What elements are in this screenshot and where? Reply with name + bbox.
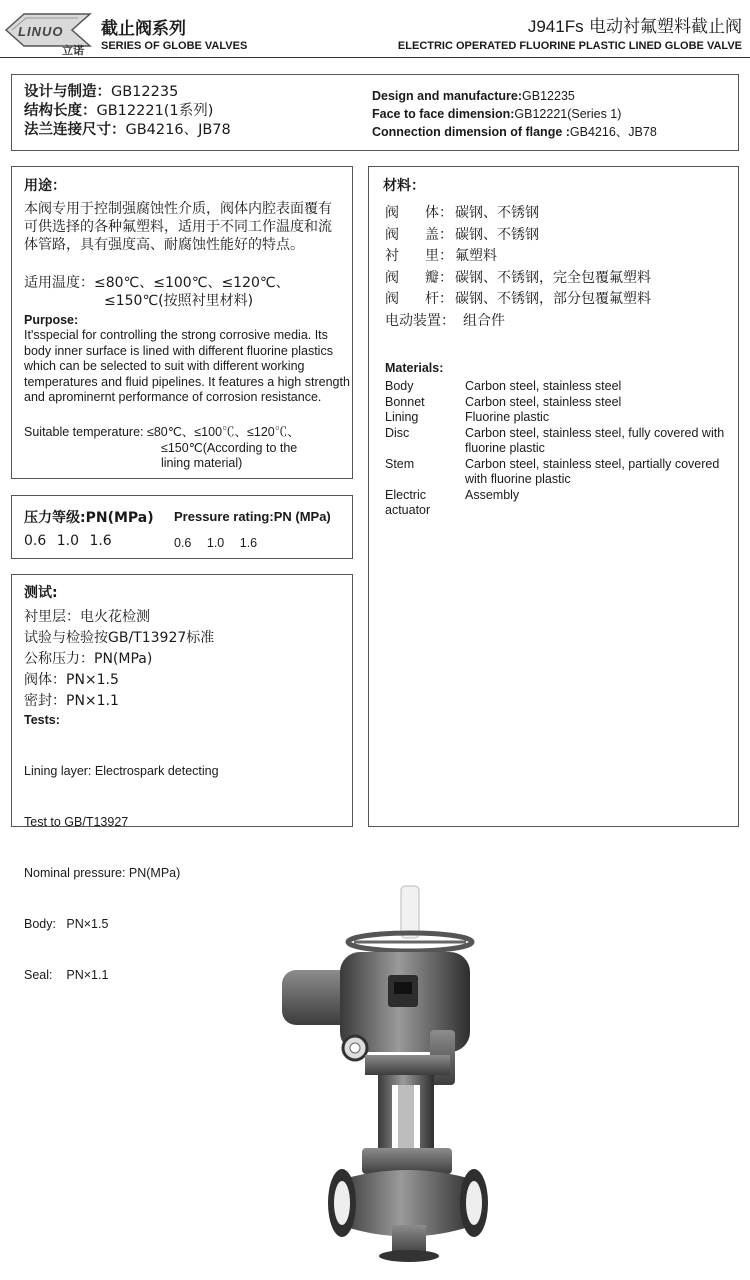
purpose-text-en: It'sspecial for controlling the strong corrosive media. Its body inner surface is lined with different fluorine plastics which can be selected to suit with different working temperatures and fluid pipelines. It features a high strength and aprominernt performance of corrosion resistance. [24, 328, 350, 404]
standards-en [372, 87, 657, 141]
material-row-cn: 电动装置： 组合件 [385, 312, 505, 329]
standard-row-cn: 法兰连接尺寸：GB4216、JB78 [24, 122, 231, 138]
temp-values-en: ≤80℃、≤100℃、≤120℃、 [147, 425, 300, 439]
model-title-cn: 电动衬氟塑料截止阀 [589, 17, 742, 37]
standard-row-cn: 设计与制造：GB12235 [24, 84, 179, 100]
test-line-cn: 试验与检验按GB/T13927标准 [24, 630, 215, 646]
pressure-box [11, 495, 353, 559]
materials-list-en [385, 379, 730, 519]
temp-values-en-3: lining material) [161, 456, 243, 470]
standard-row-cn: 结构长度：GB12221(1系列) [24, 103, 214, 119]
tests-title-en: Tests: [24, 713, 60, 727]
company-logo [4, 8, 96, 57]
standards-cn [24, 83, 231, 140]
model-title [528, 12, 742, 37]
logo-sub-text: 立诺 [62, 44, 84, 57]
material-row-cn: 阀 杆： 碳钢、不锈钢，部分包覆氟塑料 [385, 291, 651, 307]
material-row-en: Bonnet Carbon steel, stainless steel [385, 394, 622, 409]
purpose-title-cn: 用途： [24, 178, 66, 194]
purpose-title-en: Purpose: [24, 313, 79, 327]
material-row-en: Lining Fluorine plastic [385, 410, 550, 424]
purpose-temp-cn [24, 274, 290, 310]
standard-row-en: Face to face dimension:GB12221(Series 1) [372, 107, 622, 121]
header-divider [0, 57, 750, 58]
tests-title-cn: 测试: [24, 585, 58, 601]
material-row-cn: 阀 瓣： 碳钢、不锈钢，完全包覆氟塑料 [385, 269, 651, 286]
material-row-en: Disc Carbon steel, stainless steel, fully covered with fluorine plastic [385, 425, 725, 455]
standard-row-en: Connection dimension of flange :GB4216、JB78 [372, 125, 657, 139]
tests-list-en [24, 729, 219, 1018]
material-row-cn: 衬 里： 氟塑料 [385, 248, 497, 264]
temp-values-cn-2: ≤150℃(按照衬里材料) [104, 293, 254, 309]
series-title-en: SERIES OF GLOBE VALVES [101, 40, 248, 52]
test-line-en: Test to GB/T13927 [24, 815, 129, 829]
test-line-en: Lining layer: Electrospark detecting [24, 764, 219, 778]
materials-list-cn [385, 203, 730, 332]
temp-label-cn: 适用温度： [24, 275, 94, 291]
pressure-title-cn: 压力等级:PN(MPa) [24, 510, 154, 526]
purpose-box [11, 166, 353, 479]
temp-values-en-2: ≤150℃(According to the [161, 440, 298, 455]
test-line-en: Nominal pressure: PN(MPa) [24, 866, 181, 880]
tests-list-cn [24, 607, 214, 712]
test-line-cn: 阀体：PN×1.5 [24, 672, 119, 688]
test-line-en: Body: PN×1.5 [24, 917, 109, 931]
series-title-cn: 截止阀系列 [101, 19, 186, 39]
valve-product-image [270, 880, 500, 1275]
pressure-values-cn: 0.6 1.0 1.6 [24, 533, 112, 549]
test-line-en: Seal: PN×1.1 [24, 968, 109, 982]
material-row-cn: 阀 盖： 碳钢、不锈钢 [385, 226, 539, 243]
material-row-en: Electric actuator Assembly [385, 487, 520, 517]
materials-box [368, 166, 739, 827]
tests-box [11, 574, 353, 982]
material-row-en: Stem Carbon steel, stainless steel, partially covered with fluorine plastic [385, 456, 720, 486]
purpose-text-cn: 本阀专用于控制强腐蚀性介质，阀体内腔表面覆有可供选择的各种氟塑料，适用于不同工作温度和流体管路，具有强度高、耐腐蚀性能好的特点。 [24, 201, 332, 253]
materials-title-en: Materials: [385, 361, 444, 375]
material-row-en: Body Carbon steel, stainless steel [385, 379, 622, 393]
material-row-cn: 阀 体： 碳钢、不锈钢 [385, 205, 539, 221]
materials-title-cn: 材料： [383, 178, 425, 194]
test-line-cn: 公称压力：PN(MPa) [24, 651, 153, 667]
pressure-values-en: 0.6 1.0 1.6 [174, 536, 258, 550]
temp-label-en: Suitable temperature: [24, 425, 144, 439]
temp-values-cn: ≤80℃、≤100℃、≤120℃、 [94, 275, 290, 291]
purpose-temp-en [24, 425, 300, 472]
model-code: J941Fs [527, 17, 584, 36]
test-line-cn: 密封：PN×1.1 [24, 693, 119, 709]
standards-box [11, 74, 739, 151]
model-title-en: ELECTRIC OPERATED FLUORINE PLASTIC LINED GLOBE VALVE [397, 40, 742, 52]
test-line-cn: 衬里层：电火花检测 [24, 609, 150, 625]
logo-text: LINUO [18, 24, 64, 39]
pressure-title-en: Pressure rating:PN (MPa) [174, 509, 331, 524]
standard-row-en: Design and manufacture:GB12235 [372, 89, 575, 103]
